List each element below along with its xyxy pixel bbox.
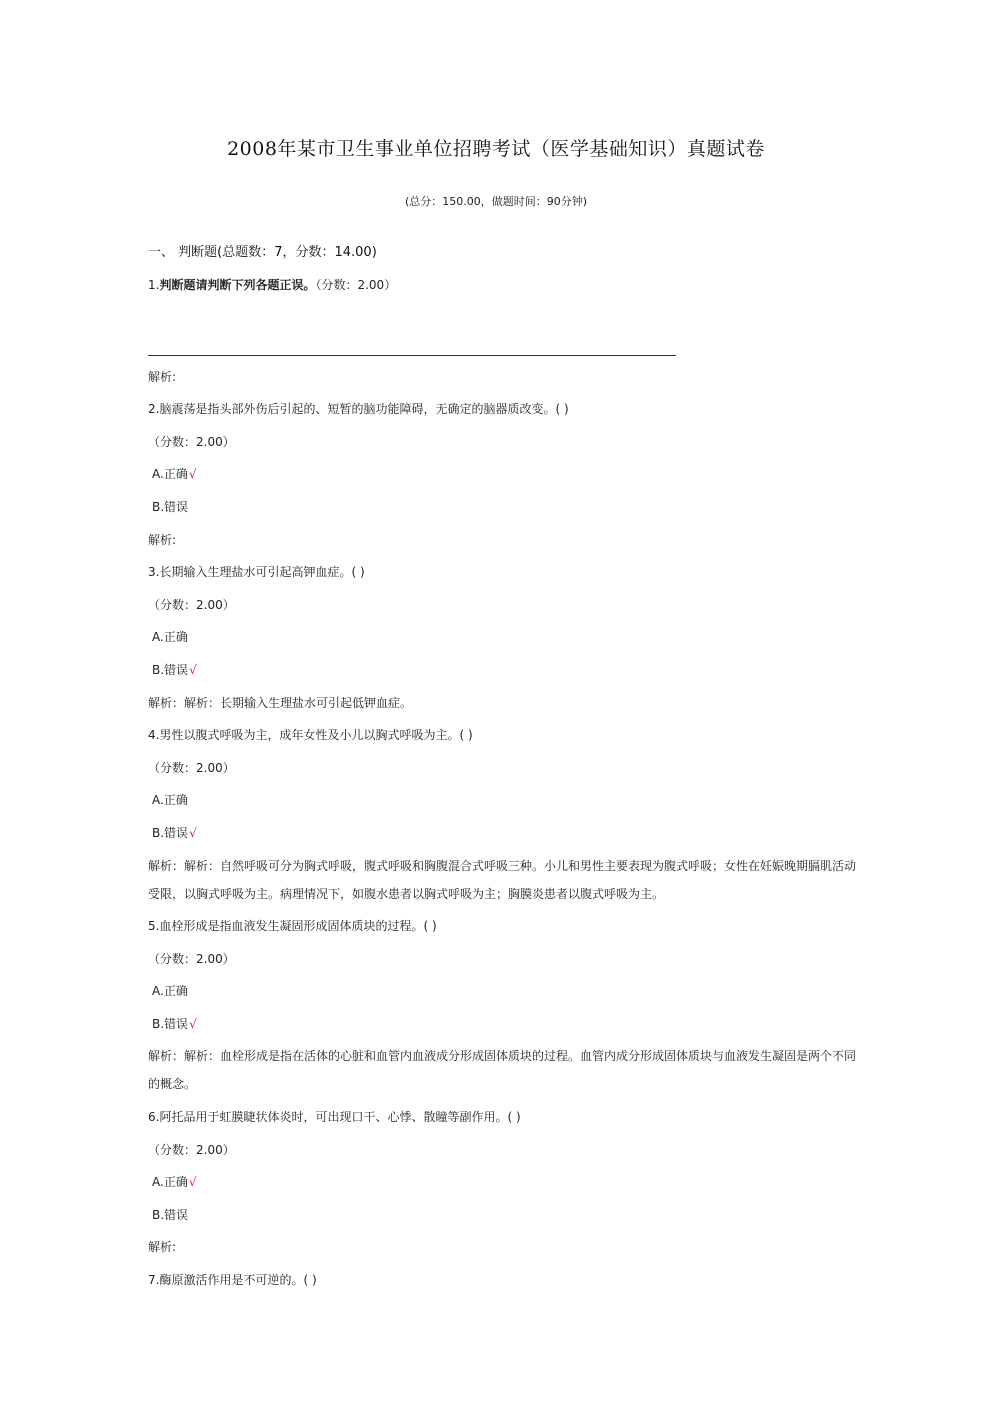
question-stem: 4.男性以腹式呼吸为主，成年女性及小儿以胸式呼吸为主。( ): [148, 728, 473, 743]
analysis: 解析:: [148, 1240, 177, 1255]
option-b: B.错误√: [152, 662, 197, 677]
question-score: （分数：2.00）: [148, 434, 235, 449]
analysis: 解析:: [148, 369, 177, 384]
question-score: （分数：2.00）: [315, 278, 397, 292]
correct-check-icon: √: [188, 1175, 197, 1190]
correct-check-icon: √: [189, 1016, 197, 1031]
analysis: 解析：解析：自然呼吸可分为胸式呼吸，腹式呼吸和胸腹混合式呼吸三种。小儿和男性主要表现为腹式呼吸；女性在妊娠晚期膈肌活动: [148, 858, 857, 873]
section-heading: 一、 判断题(总题数：7，分数：14.00): [148, 245, 377, 260]
analysis: 解析:: [148, 532, 177, 547]
question-stem: 6.阿托品用于虹膜睫状体炎时，可出现口干、心悸、散瞳等副作用。( ): [148, 1110, 521, 1125]
analysis: 解析：解析：血栓形成是指在活体的心脏和血管内血液成分形成固体质块的过程。血管内成分形成固体质块与血液发生凝固是两个不同: [148, 1049, 857, 1064]
option-b: B.错误√: [152, 825, 197, 840]
page-title: 2008年某市卫生事业单位招聘考试（医学基础知识）真题试卷: [227, 138, 765, 160]
question-score: （分数：2.00）: [148, 951, 235, 966]
option-b: B.错误: [152, 1207, 189, 1222]
question-1: [148, 274, 848, 307]
question-score: （分数：2.00）: [148, 760, 235, 775]
question-stem: 3.长期输入生理盐水可引起高钾血症。( ): [148, 565, 365, 580]
option-a: A.正确: [152, 793, 188, 808]
question-list: [148, 274, 857, 1302]
question-score: （分数：2.00）: [148, 1142, 235, 1157]
option-a: A.正确: [152, 630, 188, 645]
correct-check-icon: √: [189, 662, 197, 677]
option-b: B.错误√: [152, 1016, 197, 1031]
correct-check-icon: √: [189, 825, 197, 840]
option-a: A.正确√: [152, 467, 197, 482]
question-stem: 7.酶原激活作用是不可逆的。( ): [148, 1273, 317, 1288]
analysis: 解析：解析：长期输入生理盐水可引起低钾血症。: [148, 695, 413, 710]
question-stem: 5.血栓形成是指血液发生凝固形成固体质块的过程。( ): [148, 919, 437, 934]
option-b: B.错误: [152, 499, 189, 514]
analysis-continued: 受限，以胸式呼吸为主。病理情况下，如腹水患者以胸式呼吸为主；胸膜炎患者以腹式呼吸为主。: [148, 886, 665, 901]
option-a: A.正确: [152, 984, 188, 999]
question-number: 1.: [148, 278, 160, 292]
answer-line: [148, 307, 676, 356]
correct-check-icon: √: [188, 467, 197, 482]
analysis-continued: 的概念。: [148, 1077, 197, 1092]
question-stem: 判断题请判断下列各题正误。: [159, 278, 316, 292]
exam-meta: (总分：150.00，做题时间：90分钟): [404, 195, 588, 208]
question-score: （分数：2.00）: [148, 597, 235, 612]
option-a: A.正确√: [152, 1175, 197, 1190]
question-stem: 2.脑震荡是指头部外伤后引起的、短暂的脑功能障碍，无确定的脑器质改变。( ): [148, 402, 569, 417]
